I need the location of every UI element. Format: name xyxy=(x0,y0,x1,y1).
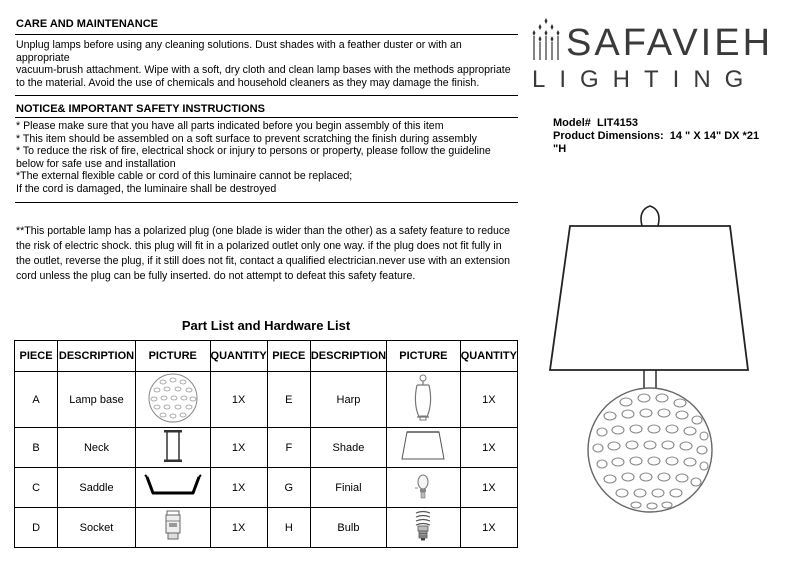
care-rule xyxy=(15,34,518,35)
piece-cell: F xyxy=(267,428,310,468)
header-piece: PIECE xyxy=(267,341,310,372)
care-line: vacuum-brush attachment. Wipe with a soft, dry cloth and clean lamp bases with the methods appropriate xyxy=(16,64,511,77)
table-row xyxy=(15,372,518,428)
piece-cell: D xyxy=(15,508,58,548)
notice-rule xyxy=(15,117,518,118)
lamp-drawing xyxy=(540,202,780,558)
model-label: Model# xyxy=(553,117,591,129)
care-line: Unplug lamps before using any cleaning solutions. Dust shades with a feather duster or with an xyxy=(16,39,462,51)
description-cell: Socket xyxy=(58,508,136,548)
safavieh-chandelier-logo-icon xyxy=(528,18,564,62)
dimensions-label: Product Dimensions: xyxy=(553,130,664,142)
piece-cell: H xyxy=(267,508,310,548)
care-text xyxy=(16,39,521,89)
notice-line: *The external flexible cable or cord of this luminaire cannot be replaced; xyxy=(16,170,353,183)
description-cell: Harp xyxy=(310,372,386,428)
description-cell: Lamp base xyxy=(58,372,136,428)
header-quantity: QUANTITY xyxy=(210,341,267,372)
socket-picture xyxy=(135,508,210,548)
quantity-cell: 1X xyxy=(460,428,517,468)
quantity-cell: 1X xyxy=(210,372,267,428)
table-lamp-illustration-icon xyxy=(540,202,780,558)
header-quantity: QUANTITY xyxy=(460,341,517,372)
header-description: DESCRIPTION xyxy=(310,341,386,372)
model-value: LIT4153 xyxy=(597,117,638,129)
care-bottom-rule xyxy=(15,95,518,96)
description-cell: Shade xyxy=(310,428,386,468)
quantity-cell: 1X xyxy=(460,372,517,428)
table-row xyxy=(15,468,518,508)
notice-text xyxy=(16,120,521,196)
notice-line: If the cord is damaged, the luminaire shall be destroyed xyxy=(16,182,277,195)
parts-title: Part List and Hardware List xyxy=(181,318,351,333)
dimensions-value: 14 " X 14" DX *21 xyxy=(669,130,760,142)
model-info xyxy=(553,117,638,130)
plug-line: the risk of electric shock. this plug will fit in a polarized outlet only one way. if the plug does not fit fully in xyxy=(16,240,502,252)
table-row xyxy=(15,428,518,468)
description-cell: Saddle xyxy=(58,468,136,508)
piece-cell: A xyxy=(15,372,58,428)
quantity-cell: 1X xyxy=(210,508,267,548)
lamp-base-picture xyxy=(135,372,210,428)
notice-line: below for safe use and installation xyxy=(16,157,176,170)
bulb-icon xyxy=(408,509,438,543)
header-picture: PICTURE xyxy=(387,341,461,372)
notice-line: * Please make sure that you have all parts indicated before you begin assembly of this item xyxy=(16,120,444,132)
dimensions-value-cont: "H xyxy=(553,143,567,155)
header-picture: PICTURE xyxy=(135,341,210,372)
socket-icon xyxy=(161,509,185,543)
quantity-cell: 1X xyxy=(210,428,267,468)
notice-heading: NOTICE& IMPORTANT SAFETY INSTRUCTIONS xyxy=(16,103,265,115)
quantity-cell: 1X xyxy=(460,468,517,508)
shade-icon xyxy=(398,429,448,463)
brand-name: SAFAVIEH xyxy=(566,22,774,64)
plug-text xyxy=(16,224,521,284)
description-cell: Neck xyxy=(58,428,136,468)
dimensions-info xyxy=(553,130,793,156)
piece-cell: E xyxy=(267,372,310,428)
notice-line: * To reduce the risk of fire, electrical shock or injury to persons or property, please follow the guideline xyxy=(16,145,491,158)
piece-cell: G xyxy=(267,468,310,508)
neck-icon xyxy=(158,428,188,464)
piece-cell: C xyxy=(15,468,58,508)
plug-line: the outlet, reverse the plug, if it still does not fit, contact a qualified electrician.never use with an extension xyxy=(16,255,511,267)
quantity-cell: 1X xyxy=(210,468,267,508)
bulb-picture xyxy=(387,508,461,548)
quantity-cell: 1X xyxy=(460,508,517,548)
care-line: to the material. Avoid the use of chemicals and household cleaners as they may damage the finish. xyxy=(16,76,480,89)
harp-picture xyxy=(387,372,461,428)
neck-picture xyxy=(135,428,210,468)
shade-picture xyxy=(387,428,461,468)
description-cell: Bulb xyxy=(310,508,386,548)
header-piece: PIECE xyxy=(15,341,58,372)
table-row xyxy=(15,508,518,548)
care-line: appropriate xyxy=(16,51,70,64)
saddle-icon xyxy=(143,471,203,501)
notice-bottom-rule xyxy=(15,202,518,203)
finial-icon xyxy=(408,471,438,501)
description-cell: Finial xyxy=(310,468,386,508)
table-header-row xyxy=(15,341,518,372)
harp-icon xyxy=(403,373,443,423)
parts-table xyxy=(14,340,518,548)
header-description: DESCRIPTION xyxy=(58,341,136,372)
care-heading: CARE AND MAINTENANCE xyxy=(16,18,158,30)
piece-cell: B xyxy=(15,428,58,468)
plug-line: **This portable lamp has a polarized plug (one blade is wider than the other) as a safety feature to reduce xyxy=(16,225,511,237)
brand-sub: LIGHTING xyxy=(532,66,758,93)
lamp-base-icon xyxy=(145,372,201,424)
saddle-picture xyxy=(135,468,210,508)
finial-picture xyxy=(387,468,461,508)
notice-line: * This item should be assembled on a soft surface to prevent scratching the finish during assembly xyxy=(16,132,477,145)
plug-line: cord unless the plug can be fully inserted. do not attempt to defeat this safety feature. xyxy=(16,270,416,282)
